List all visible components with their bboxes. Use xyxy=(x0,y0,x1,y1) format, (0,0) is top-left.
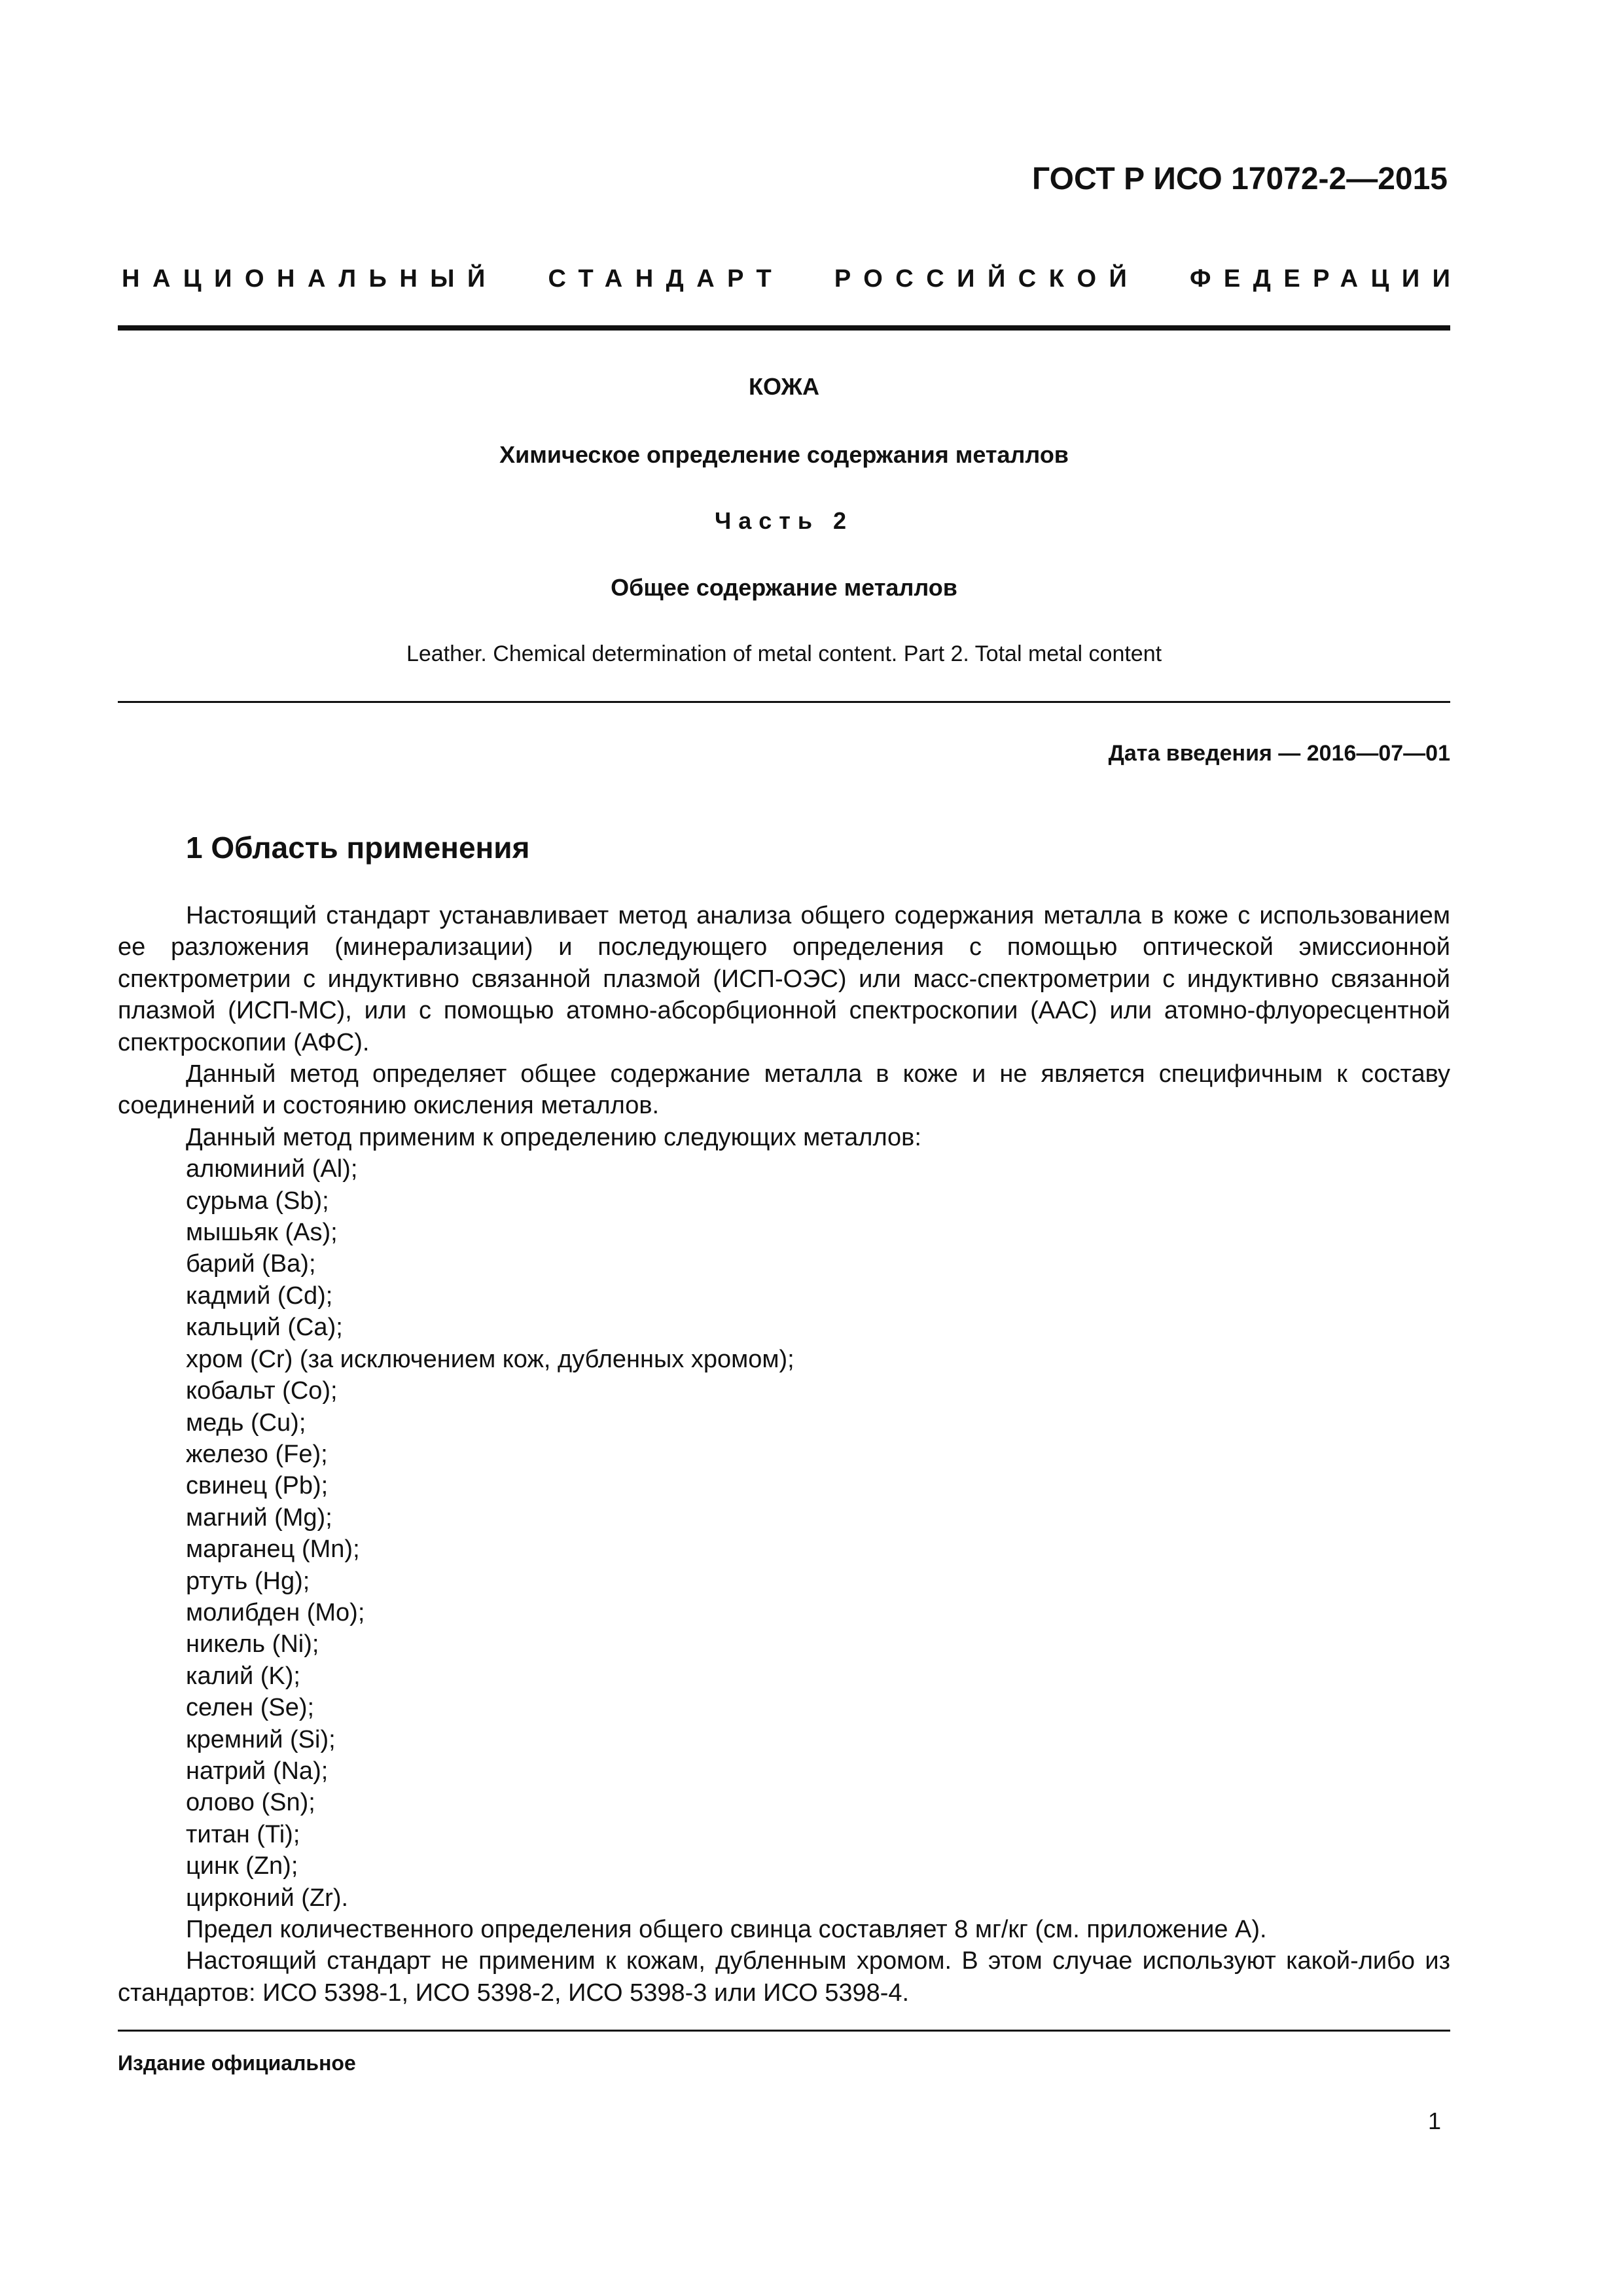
list-item: кремний (Si); xyxy=(186,1725,336,1753)
national-standard-header xyxy=(122,265,1463,293)
paragraph: Данный метод применим к определению следующих металлов: xyxy=(186,1123,921,1151)
section-body xyxy=(118,900,1450,2009)
paragraph: Предел количественного определения общего свинца составляет 8 мг/кг (см. приложение А). xyxy=(186,1916,1267,1943)
list-item: магний (Mg); xyxy=(186,1503,332,1532)
intro-date: Дата введения — 2016—07—01 xyxy=(1108,741,1450,766)
list-item: мышьяк (As); xyxy=(186,1219,338,1247)
list-item: селен (Se); xyxy=(186,1694,315,1722)
document-part-name: Общее содержание металлов xyxy=(611,574,957,601)
list-item: молибден (Mo); xyxy=(186,1598,365,1626)
list-item: хром (Cr) (за исключением кож, дубленных хромом); xyxy=(186,1345,794,1373)
english-title: Leather. Chemical determination of metal content. Part 2. Total metal content xyxy=(406,641,1162,666)
section-heading: 1 Область применения xyxy=(186,831,530,865)
page-number: 1 xyxy=(1427,2108,1441,2134)
list-item: цирконий (Zr). xyxy=(186,1884,349,1912)
list-item: свинец (Pb); xyxy=(186,1472,329,1500)
title-rule xyxy=(118,701,1450,703)
document-part: Часть 2 xyxy=(714,507,854,534)
paragraph: Данный метод определяет общее содержание металла в коже и не является специфичным к составу соединений и состоянию окисления металлов. xyxy=(118,1060,1450,1120)
list-item: сурьма (Sb); xyxy=(186,1187,329,1215)
list-item: марганец (Mn); xyxy=(186,1535,360,1564)
list-item: никель (Ni); xyxy=(186,1630,319,1659)
document-title: КОЖА xyxy=(748,373,820,400)
paragraph: Настоящий стандарт устанавливает метод анализа общего содержания металла в коже с использованием ее разложения (минерализации) и последующего определения с помощью оптической эмиссионной спектрометрии с индуктивно связанной плазмой (ИСП-ОЭС) или масс-спектрометрии с индуктивно связанной плазмой (ИСП-МС), или с помощью атомно-абсорбционной спектроскопии (ААС) или атомно-флуоресцентной спектроскопии (АФС). xyxy=(118,902,1450,1056)
paragraph: Настоящий стандарт не применим к кожам, дубленным хромом. В этом случае используют какой-либо из стандартов: ИСО 5398-1, ИСО 5398-2, ИСО 5398-3 или ИСО 5398-4. xyxy=(118,1947,1450,2007)
header-word-standard: СТАНДАРТ xyxy=(548,265,785,293)
header-rule xyxy=(118,325,1450,331)
list-item: медь (Cu); xyxy=(186,1408,306,1437)
list-item: алюминий (Al); xyxy=(186,1155,358,1183)
footer-rule xyxy=(118,2030,1450,2032)
list-item: кобальт (Co); xyxy=(186,1377,338,1405)
list-item: ртуть (Hg); xyxy=(186,1567,310,1595)
metal-list xyxy=(118,1153,1450,1914)
list-item: титан (Ti); xyxy=(186,1820,300,1848)
list-item: барий (Ba); xyxy=(186,1250,316,1278)
list-item: натрий (Na); xyxy=(186,1757,329,1785)
list-item: железо (Fe); xyxy=(186,1440,328,1468)
document-subtitle: Химическое определение содержания металлов xyxy=(499,441,1069,468)
header-word-russian: РОССИЙСКОЙ xyxy=(834,265,1140,293)
header-word-national: НАЦИОНАЛЬНЫЙ xyxy=(122,265,498,293)
list-item: калий (K); xyxy=(186,1662,300,1690)
header-word-federation: ФЕДЕРАЦИИ xyxy=(1189,265,1463,293)
list-item: кадмий (Cd); xyxy=(186,1282,333,1310)
list-item: кальций (Ca); xyxy=(186,1314,343,1342)
list-item: цинк (Zn); xyxy=(186,1852,298,1880)
document-code: ГОСТ Р ИСО 17072-2—2015 xyxy=(1032,162,1448,196)
official-edition-note: Издание официальное xyxy=(118,2051,356,2075)
list-item: олово (Sn); xyxy=(186,1789,315,1817)
